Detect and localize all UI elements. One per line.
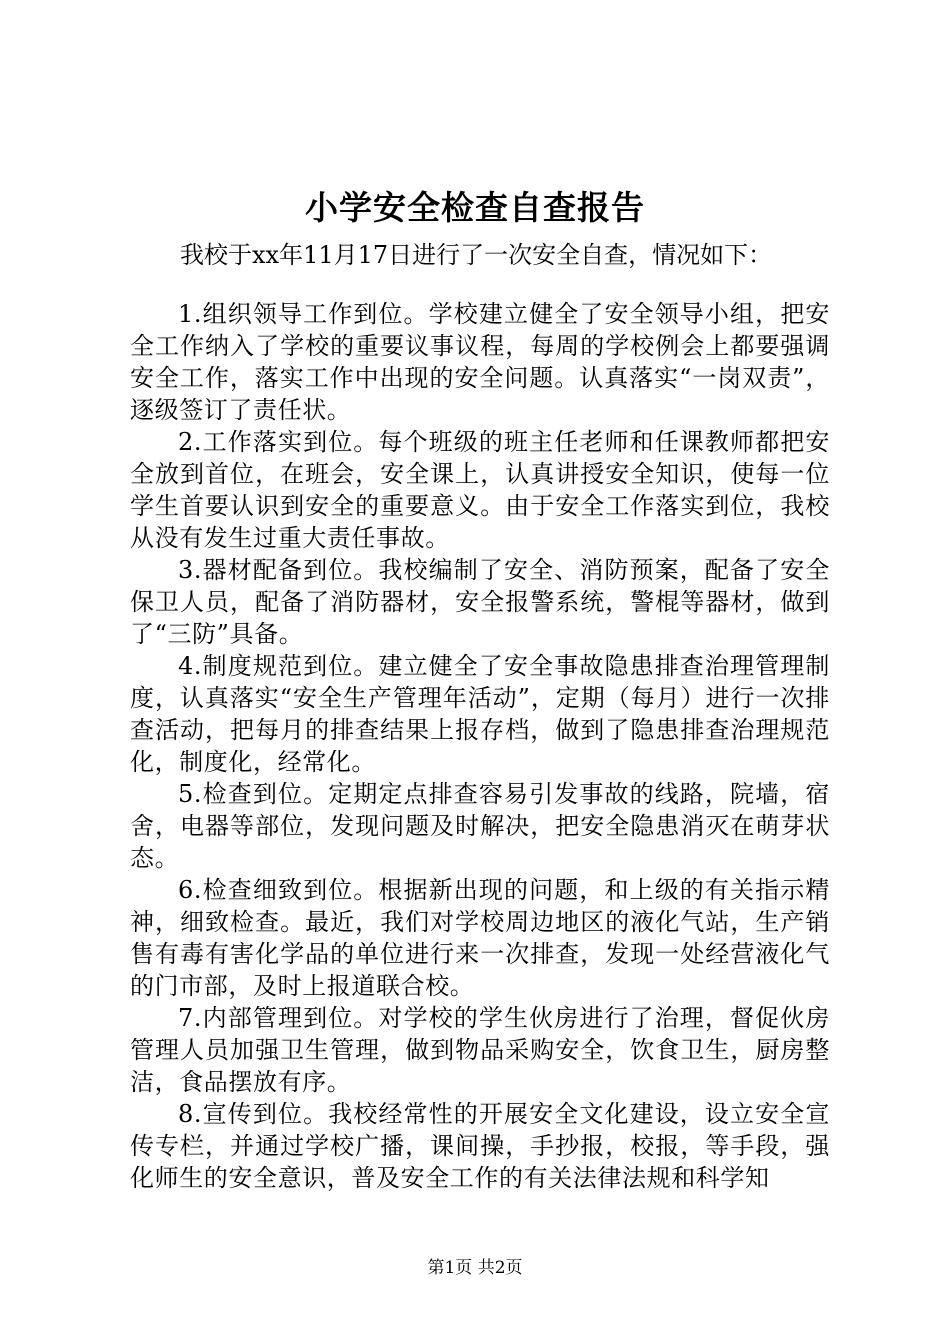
paragraph-1: 1.组织领导工作到位。学校建立健全了安全领导小组，把安全工作纳入了学校的重要议事议程，每周的学校例会上都要强调安全工作，落实工作中出现的安全问题。认真落实“一岗双责”，逐级签订了责任状。 (130, 300, 830, 424)
page-footer: 第1页 共2页 (427, 1258, 523, 1278)
paragraph-6: 6.检查细致到位。根据新出现的问题，和上级的有关指示精神，细致检查。最近，我们对学校周边地区的液化气站，生产销售有毒有害化学品的单位进行来一次排查，发现一处经营液化气的门市部，及时上报道联合校。 (130, 876, 830, 1000)
paragraph-8: 8.宣传到位。我校经常性的开展安全文化建设，设立安全宣传专栏，并通过学校广播，课间操，手抄报，校报，等手段，强化师生的安全意识，普及安全工作的有关法律法规和科学知 (130, 1100, 830, 1192)
intro-paragraph: 我校于xx年11月17日进行了一次安全自查，情况如下： (180, 241, 773, 269)
document-title: 小学安全检查自查报告 (305, 188, 645, 227)
paragraph-7: 7.内部管理到位。对学校的学生伙房进行了治理，督促伙房管理人员加强卫生管理，做到物品采购安全，饮食卫生，厨房整洁，食品摆放有序。 (130, 1004, 830, 1096)
paragraph-3: 3.器材配备到位。我校编制了安全、消防预案，配备了安全保卫人员，配备了消防器材，安全报警系统，警棍等器材，做到了“三防”具备。 (130, 556, 830, 648)
document-body (130, 298, 830, 1194)
paragraph-4: 4.制度规范到位。建立健全了安全事故隐患排查治理管理制度，认真落实“安全生产管理年活动”，定期（每月）进行一次排查活动，把每月的排查结果上报存档，做到了隐患排查治理规范化，制度化，经常化。 (130, 652, 830, 776)
paragraph-5: 5.检查到位。定期定点排查容易引发事故的线路，院墙，宿舍，电器等部位，发现问题及时解决，把安全隐患消灭在萌芽状态。 (130, 780, 830, 872)
paragraph-2: 2.工作落实到位。每个班级的班主任老师和任课教师都把安全放到首位，在班会，安全课上，认真讲授安全知识，使每一位学生首要认识到安全的重要意义。由于安全工作落实到位，我校从没有发生过重大责任事故。 (130, 428, 830, 552)
